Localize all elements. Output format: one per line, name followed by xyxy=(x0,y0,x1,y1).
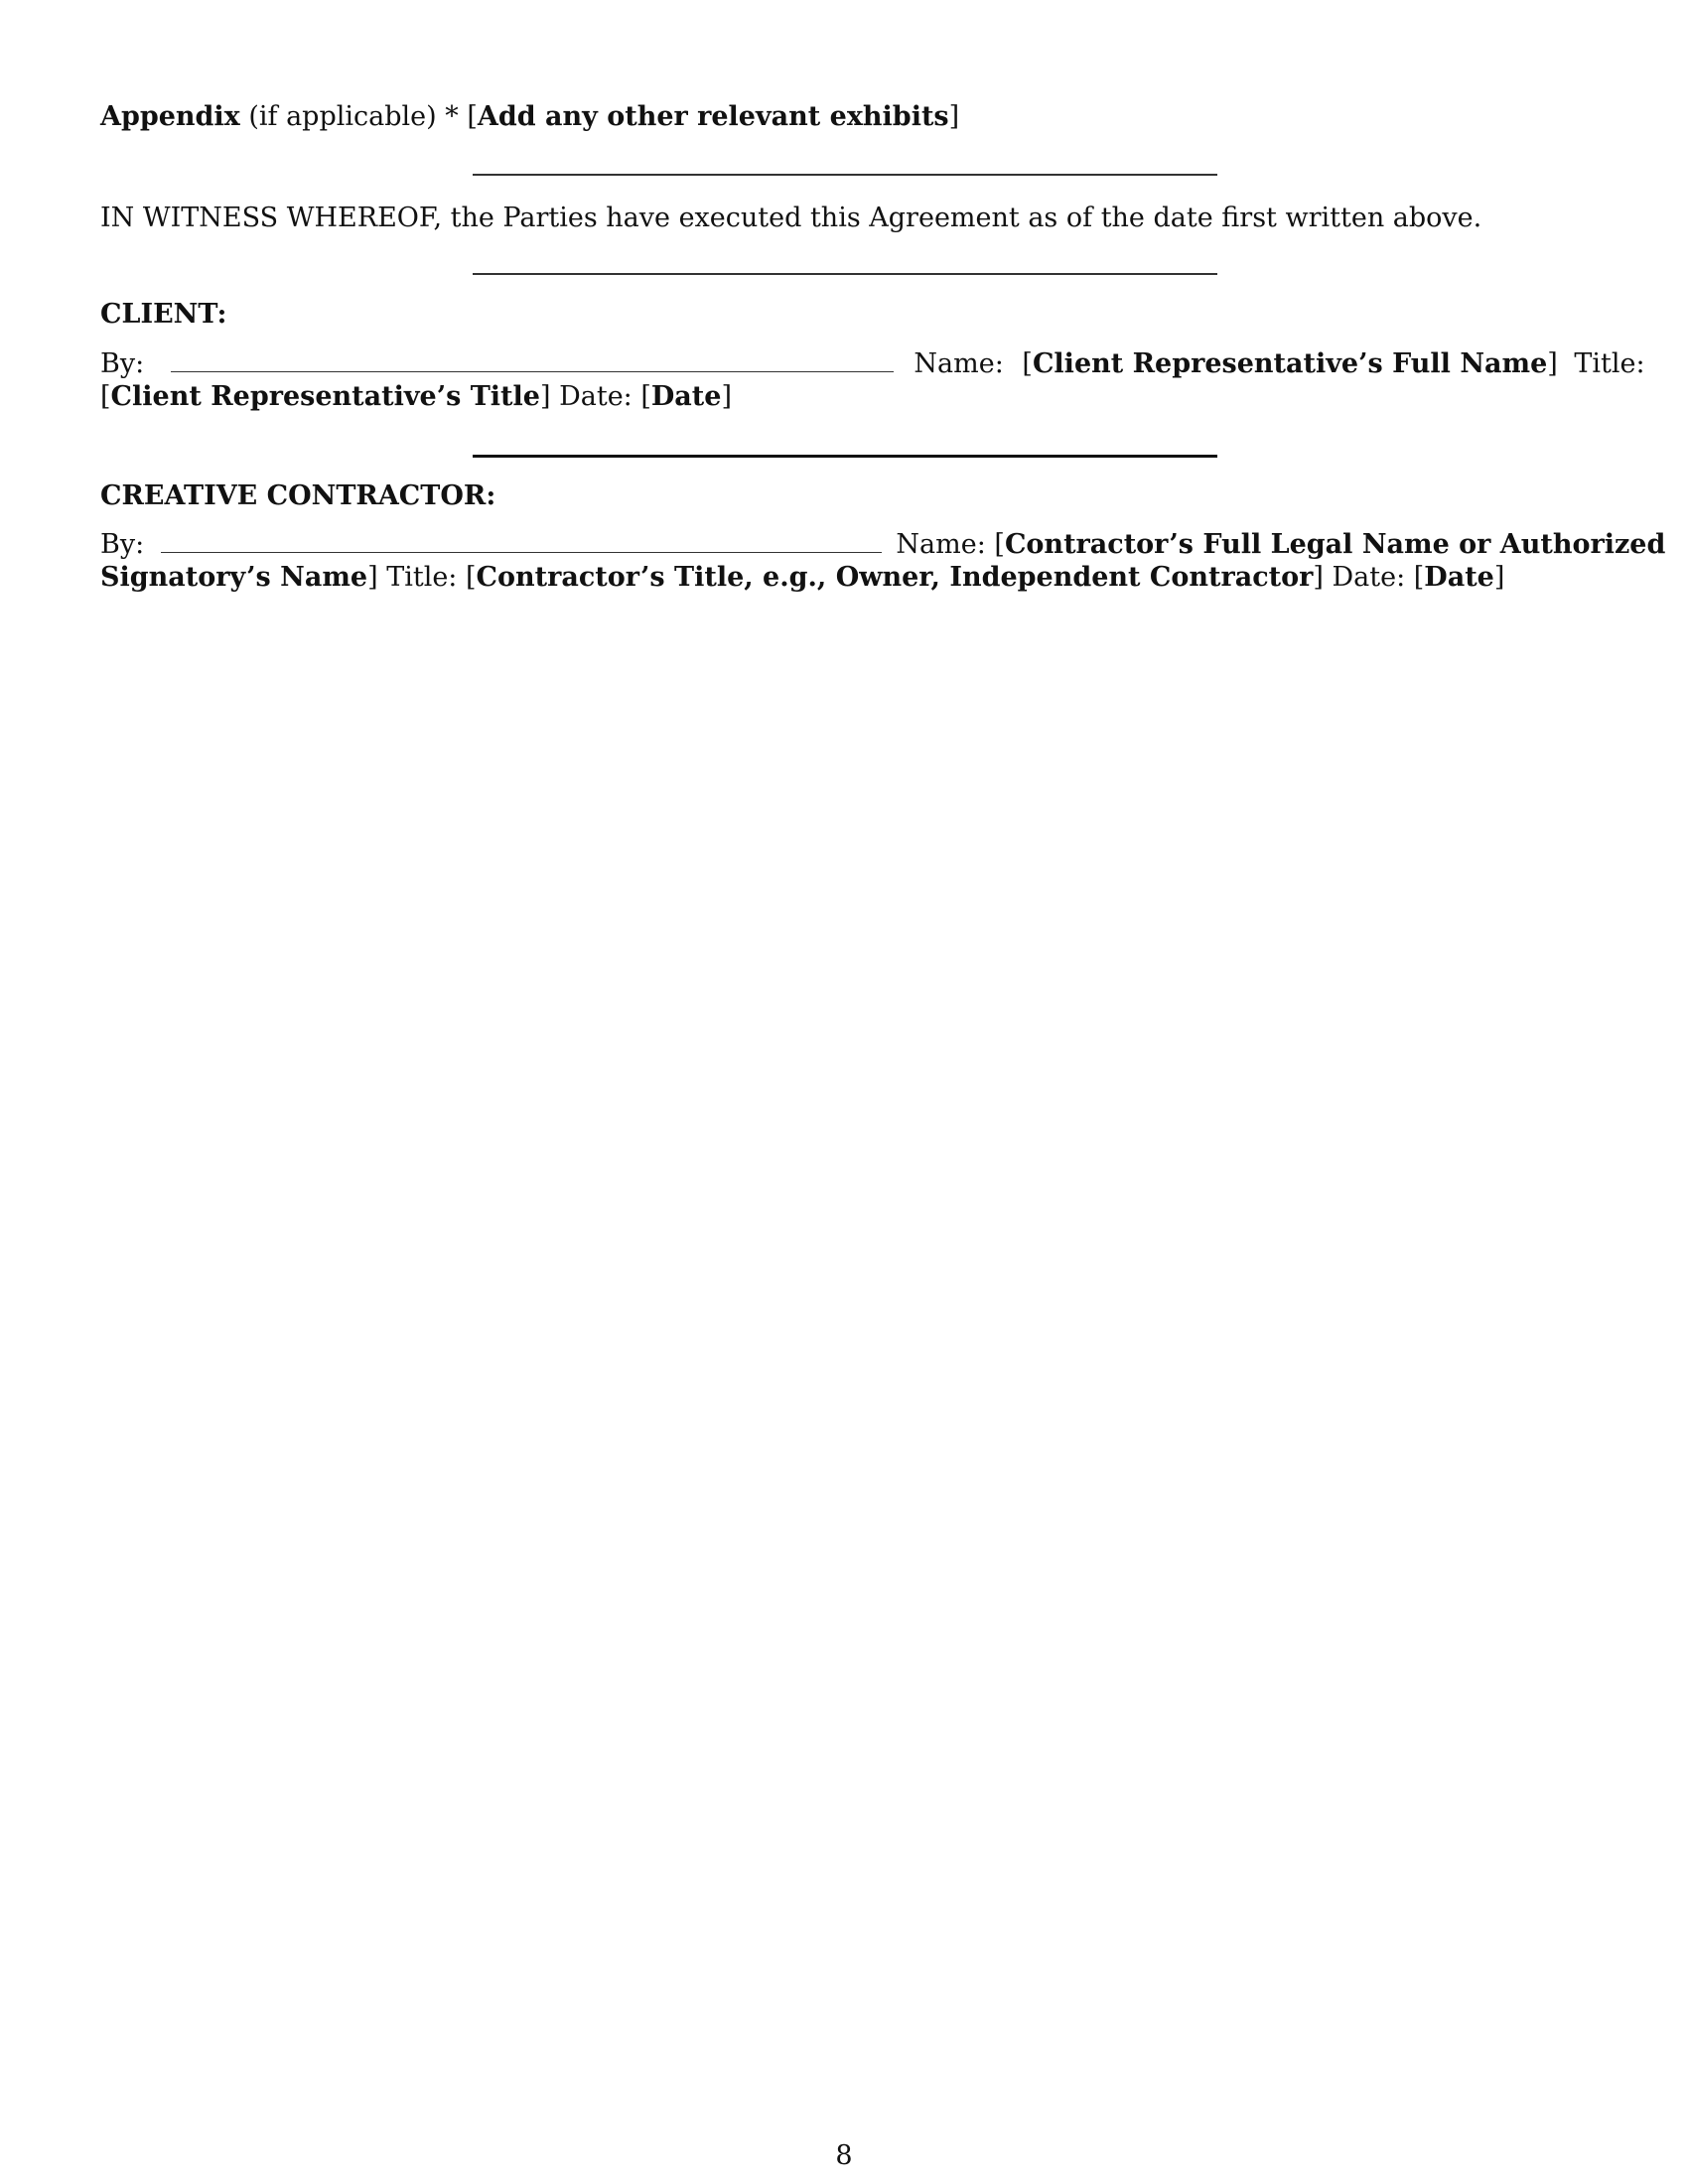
contractor-signature-line-1: By: Name: [Contractor’s Full Legal Name or Authorized xyxy=(100,529,1666,560)
contractor-name-value-line2: Signatory’s Name xyxy=(100,562,368,593)
client-name-value: Client Representative’s Full Name xyxy=(1032,348,1548,379)
contractor-by-label: By: xyxy=(100,529,145,560)
client-date-label: Date: xyxy=(559,381,633,412)
client-by-label: By: xyxy=(100,348,145,379)
contractor-title-label: Title: xyxy=(386,562,458,593)
page-number: 8 xyxy=(835,2140,853,2171)
witness-statement: IN WITNESS WHEREOF, the Parties have executed this Agreement as of the date first written above. xyxy=(100,203,1482,233)
appendix-placeholder: Add any other relevant exhibits xyxy=(477,101,949,132)
client-title-label: Title: xyxy=(1574,348,1645,379)
divider-rule xyxy=(473,174,1217,176)
divider-rule xyxy=(473,455,1217,458)
client-signature-block xyxy=(100,347,1645,413)
contractor-signature-block xyxy=(100,528,1666,594)
client-name-label: Name: xyxy=(914,348,1004,379)
client-heading: CLIENT: xyxy=(100,299,227,330)
client-signature-line-2: [Client Representative’s Title] Date: [Date] xyxy=(100,381,732,412)
appendix-label: Appendix xyxy=(100,101,240,132)
appendix-qualifier: (if applicable) * xyxy=(248,101,459,132)
contractor-name-label: Name: xyxy=(896,529,986,560)
divider-rule xyxy=(473,273,1217,275)
client-title-value: Client Representative’s Title xyxy=(110,381,540,412)
contractor-date-label: Date: xyxy=(1332,562,1406,593)
contractor-signature-field[interactable] xyxy=(161,530,882,553)
contractor-title-value: Contractor’s Title, e.g., Owner, Independent Contractor xyxy=(476,562,1314,593)
client-date-value: Date xyxy=(650,381,722,412)
contractor-name-value-line1: Contractor’s Full Legal Name or Authorized xyxy=(1004,529,1666,560)
client-signature-field[interactable] xyxy=(171,349,894,372)
client-signature-line-1: By: Name: [Client Representative’s Full Name] Title: xyxy=(100,348,1645,379)
contractor-date-value: Date xyxy=(1424,562,1494,593)
contractor-signature-line-2: Signatory’s Name] Title: [Contractor’s Title, e.g., Owner, Independent Contractor] Date: [Date] xyxy=(100,562,1505,593)
contractor-heading: CREATIVE CONTRACTOR: xyxy=(100,480,496,511)
appendix-line: Appendix (if applicable) * [Add any other relevant exhibits] xyxy=(100,101,960,132)
